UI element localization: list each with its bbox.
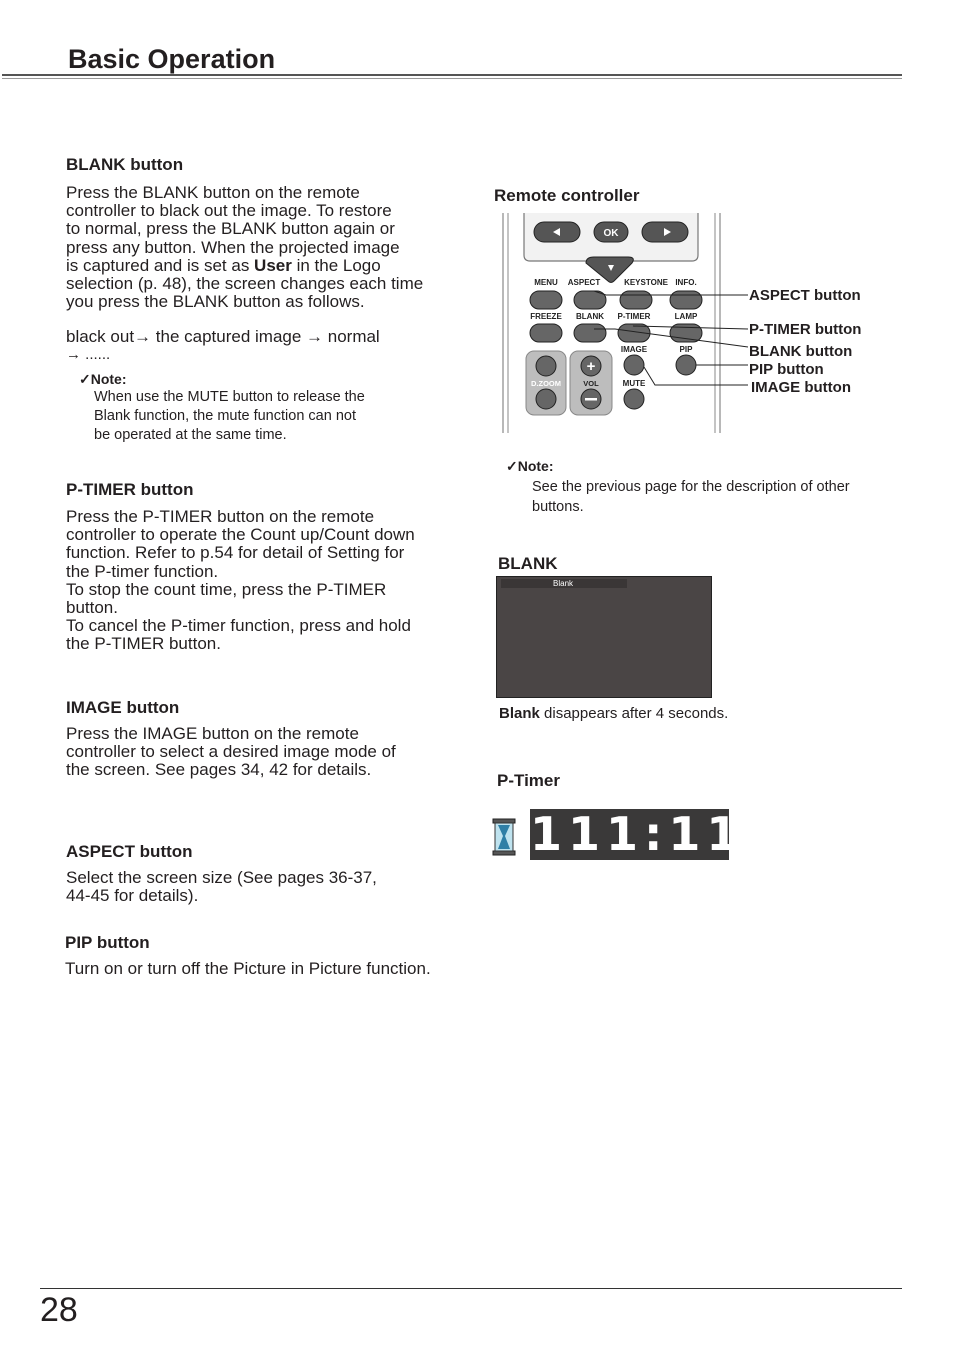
ptimer-line: To cancel the P-timer function, press and hold	[66, 616, 411, 636]
image-paragraph	[66, 725, 466, 780]
image-key	[624, 355, 644, 375]
note-title-text: Note:	[517, 458, 554, 474]
blank-caption-bold: Blank	[499, 705, 540, 722]
note-line: When use the MUTE button to release the	[94, 389, 365, 405]
header-rule-thin	[2, 78, 902, 79]
ptimer-key-label: P-TIMER	[617, 312, 651, 321]
note-title	[506, 458, 896, 475]
pip-text: Turn on or turn off the Picture in Picture function.	[65, 959, 431, 978]
blank-caption	[499, 705, 728, 722]
mute-key	[624, 389, 644, 409]
aspect-key-label: ASPECT	[567, 278, 601, 287]
blank-section-heading: BLANK	[498, 554, 558, 573]
blank-button-callout: BLANK button	[749, 343, 853, 360]
ptimer-paragraph	[66, 508, 466, 654]
menu-key	[530, 291, 562, 309]
ptimer-line: To stop the count time, press the P-TIMER	[66, 579, 387, 599]
aspect-heading: ASPECT button	[66, 842, 193, 861]
note-title	[79, 371, 365, 388]
blank-line-text: is captured and is set as	[66, 255, 255, 275]
pip-key	[676, 355, 696, 375]
image-line: the screen. See pages 34, 42 for details.	[66, 760, 372, 780]
hourglass-icon	[492, 818, 516, 856]
blank-screen-label: Blank	[501, 579, 627, 588]
blank-note	[79, 371, 365, 445]
remote-note	[506, 458, 896, 517]
menu-key-label: MENU	[534, 278, 558, 287]
image-button-callout: IMAGE button	[751, 379, 851, 396]
pip-heading: PIP button	[65, 933, 150, 952]
note-body	[94, 388, 365, 445]
aspect-line: 44-45 for details).	[66, 886, 199, 906]
blank-line: Press the BLANK button on the remote	[66, 183, 360, 202]
minus-icon	[585, 398, 597, 401]
note-line: be operated at the same time.	[94, 427, 287, 443]
plus-icon: +	[586, 358, 596, 375]
user-keyword: User	[254, 255, 292, 275]
aspect-line: Select the screen size (See pages 36-37,	[66, 868, 377, 887]
ptimer-line: Press the P-TIMER button on the remote	[66, 507, 375, 526]
image-heading: IMAGE button	[66, 698, 180, 717]
sequence-line: black out→ the captured image → normal	[66, 327, 380, 346]
zoom-out-key	[536, 389, 556, 409]
image-callout-line	[644, 367, 748, 385]
ok-label: OK	[603, 228, 619, 239]
image-line: controller to select a desired image mode of	[66, 742, 396, 762]
blank-paragraph	[66, 184, 466, 311]
blank-line: you press the BLANK button as follows.	[66, 292, 365, 312]
pip-button-callout: PIP button	[749, 361, 824, 378]
note-line: Blank function, the mute function can not	[94, 408, 356, 424]
keystone-key	[620, 291, 652, 309]
ptimer-line: controller to operate the Count up/Count down	[66, 525, 415, 545]
blank-key-label: BLANK	[576, 312, 604, 321]
ptimer-line: function. Refer to p.54 for detail of Setting for	[66, 543, 405, 563]
freeze-key-label: FREEZE	[530, 312, 562, 321]
info-key-label: INFO.	[675, 278, 697, 287]
blank-line	[66, 257, 466, 275]
sequence-line: → ......	[66, 346, 111, 364]
freeze-key	[530, 324, 562, 342]
page-title: Basic Operation	[68, 44, 276, 74]
aspect-callout-line	[594, 291, 748, 295]
ptimer-line: the P-TIMER button.	[66, 634, 221, 654]
remote-heading: Remote controller	[494, 186, 640, 205]
header-rule	[2, 74, 902, 76]
blank-line: controller to black out the image. To restore	[66, 201, 392, 221]
blank-line: press any button. When the projected image	[66, 237, 400, 257]
ptimer-section-heading: P-Timer	[497, 771, 560, 790]
note-line: See the previous page for the description of other	[532, 479, 850, 495]
keystone-key-label: KEYSTONE	[624, 278, 668, 287]
aspect-button-callout: ASPECT button	[749, 287, 861, 304]
blank-line: selection (p. 48), the screen changes each time	[66, 274, 424, 294]
image-key-label: IMAGE	[620, 345, 648, 354]
ptimer-heading: P-TIMER button	[66, 480, 194, 499]
ptimer-display: 111:11	[530, 807, 745, 861]
mute-key-label: MUTE	[622, 379, 646, 388]
check-icon: ✓	[79, 371, 91, 387]
aspect-paragraph	[66, 869, 466, 905]
blank-line-text: in the Logo	[291, 255, 381, 275]
footer-rule	[40, 1288, 902, 1289]
zoom-in-key	[536, 356, 556, 376]
blank-heading: BLANK button	[66, 155, 184, 174]
lamp-key-label: LAMP	[674, 312, 698, 321]
vol-key-label: VOL	[583, 379, 599, 388]
check-icon: ✓	[506, 458, 518, 474]
ptimer-button-callout: P-TIMER button	[749, 321, 862, 338]
note-body	[532, 477, 896, 517]
info-key	[670, 291, 702, 309]
page-number: 28	[40, 1291, 78, 1329]
note-line: buttons.	[532, 499, 584, 515]
blank-line: to normal, press the BLANK button again or	[66, 219, 395, 239]
note-title-text: Note:	[90, 371, 127, 387]
dzoom-key-label: D.ZOOM	[531, 379, 561, 388]
image-line: Press the IMAGE button on the remote	[66, 724, 359, 743]
blank-screen-preview	[496, 576, 712, 698]
pip-key-label: PIP	[679, 345, 693, 354]
blank-sequence	[66, 328, 380, 364]
blank-caption-text: disappears after 4 seconds.	[539, 705, 729, 722]
ptimer-line: button.	[66, 598, 118, 618]
ptimer-line: the P-timer function.	[66, 561, 219, 581]
blank-key	[574, 324, 606, 342]
